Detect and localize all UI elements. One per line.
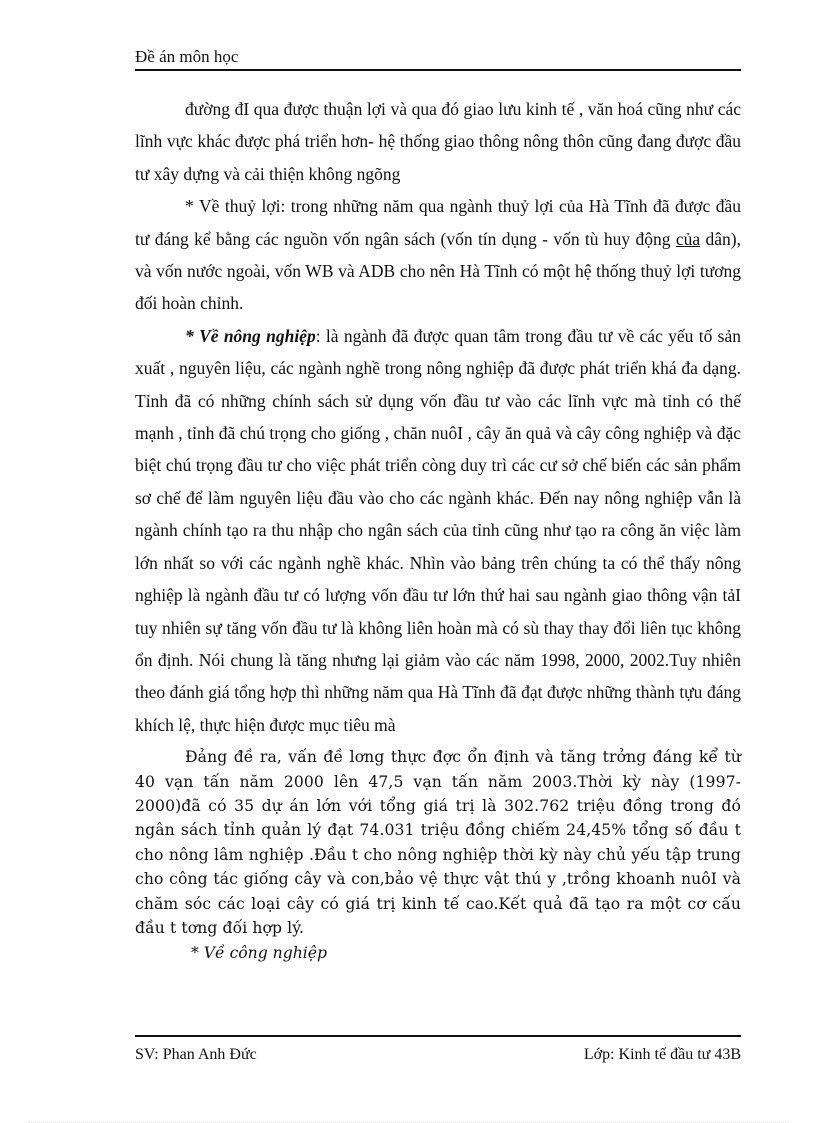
industry-subheading: * Về công nghiệp [191, 944, 327, 963]
agriculture-heading: * Về nông nghiệp [185, 325, 316, 346]
page-header-title: Đề án môn học [135, 47, 239, 66]
agriculture-text: : là ngành đã được quan tâm trong đầu tư về các yếu tố sản xuất , nguyên liệu, các ngành nghề trong nông nghiệp đã được phát triển khá đa dạng. Tỉnh đã có những chính sách sử dụng vốn đầu tư vào các lĩnh vực mà tỉnh có thế mạnh , tỉnh đã chú trọng cho giống , chăn nuôI , cây ăn quả và cây công nghiệp và đặc biệt chú trọng đầu tư cho việc phát triển còng duy trì các cư sở chế biến các sản phẩm sơ chế để làm nguyên liệu đầu vào cho các ngành khác. Đến nay nông nghiệp vẫn là ngành chính tạo ra thu nhập cho ngân sách của tỉnh cũng như tạo ra công ăn việc làm lớn nhất so với các ngành nghề khác. Nhìn vào bảng trên chúng ta có thể thấy nông nghiệp là ngành đầu tư có lượng vốn đầu tư lớn thứ hai sau ngành giao thông vận tảI tuy nhiên sự tăng vốn đầu tư là không liên hoàn mà có sù thay thay đổi liên tục không ổn định. Nói chung là tăng nhưng lại giảm vào các năm 1998, 2000, 2002.Tuy nhiên theo đánh giá tổng hợp thì những năm qua Hà Tĩnh đã đạt được những thành tựu đáng khích lệ, thực hiện được mục tiêu mà [135, 325, 742, 735]
irrigation-text-end: dân), và vốn nước ngoài, vốn WB và ADB cho nên Hà Tĩnh có một hệ thống thuỷ lợi tương đối hoàn chỉnh. [135, 228, 741, 314]
page-footer [135, 1045, 741, 1065]
footer-rule [135, 1035, 741, 1037]
irrigation-text-start: * Về thuỷ lợi: trong những năm qua ngành thuỷ lợi của Hà Tĩnh đã được đầu tư đáng kể bằng các nguồn vốn ngân sách (vốn tín dụng - vốn tù huy động [135, 196, 741, 249]
paragraph-irrigation [135, 190, 741, 320]
paragraph-agriculture [135, 320, 741, 741]
paragraph-agriculture-continued: Đảng đề ra, vấn đề lơng thực đợc ổn định và tăng trởng đáng kể từ 40 vạn tấn năm 2000 lên 47,5 vạn tấn năm 2003.Thời kỳ này (1997-2000)đã có 35 dự án lớn với tổng giá trị là 302.762 triệu đồng trong đó ngân sách tỉnh quản lý đạt 74.031 triệu đồng chiếm 24,45% tổng số đầu t cho nông lâm nghiệp .Đầu t cho nông nghiệp thời kỳ này chủ yếu tập trung cho công tác giống cây và con,bảo vệ thực vật thú y ,trồng khoanh nuôI và chăm sóc các loại cây có giá trị kinh tế cao.Kết quả đã tạo ra một cơ cấu đầu t tơng đối hợp lý. [135, 748, 741, 937]
paragraph-transport: đường đI qua được thuận lợi và qua đó giao lưu kinh tế , văn hoá cũng như các lĩnh vực khác được phá triển hơn- hệ thống giao thông nông thôn cũng đang được đầu tư xây dựng và cải thiện không ngõng [135, 99, 741, 184]
footer-student-name: SV: Phan Anh Đức [135, 1046, 257, 1063]
document-body [135, 93, 741, 965]
footer-class-name: Lớp: Kinh tế đầu tư 43B [583, 1046, 741, 1063]
irrigation-underlined-word: của [675, 228, 701, 249]
header-rule [135, 69, 741, 71]
